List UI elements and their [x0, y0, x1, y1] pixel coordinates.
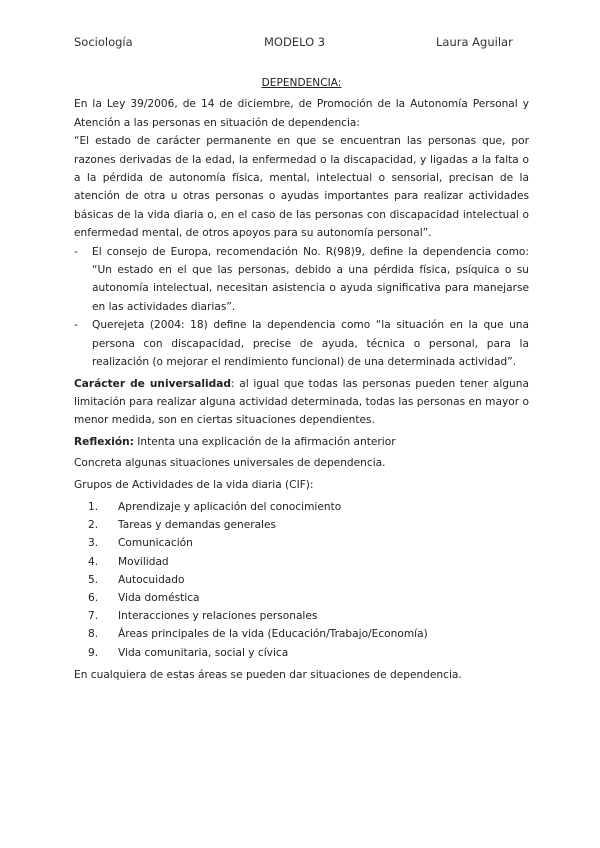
bullet-text: El consejo de Europa, recomendación No. R(98)9, define la dependencia como: “Un estado en el que las personas, debido a una pérdida física, psíquica o su autonomía intelectual, necesitan asistencia o ayuda significativa para manejarse en las actividades diarias”. — [92, 245, 529, 313]
groups-title: Grupos de Actividades de la vida diaria (CIF): — [74, 478, 314, 491]
list-number: 9. — [88, 646, 99, 659]
reflection-paragraph — [74, 433, 529, 451]
bullet-text: Querejeta (2004: 18) define la dependencia como “la situación en la que una persona con discapacidad, precise de ayuda, técnica o personal, para la realización (o mejorar el rendimiento funcional) de una determinada actividad”. — [92, 319, 529, 369]
list-number: 5. — [88, 573, 99, 586]
universality-paragraph — [74, 375, 529, 430]
bullet-dash: - — [74, 245, 78, 258]
universality-label: Carácter de universalidad — [74, 377, 231, 390]
list-item — [74, 534, 529, 552]
list-number: 7. — [88, 610, 99, 623]
universality-text: : al igual que todas las personas pueden tener alguna limitación para realizar alguna actividad determinada, todas las personas en mayor o menor medida, son en ciertas situaciones dependientes. — [74, 377, 529, 427]
list-text: Vida comunitaria, social y cívica — [118, 646, 289, 659]
intro-paragraph: En la Ley 39/2006, de 14 de diciembre, de Promoción de la Autonomía Personal y Atención a las personas en situación de dependencia: — [74, 98, 529, 129]
header-subject: Sociología — [74, 35, 133, 49]
list-text: Vida doméstica — [118, 591, 200, 604]
list-item — [74, 516, 529, 534]
list-number: 2. — [88, 519, 99, 532]
bullet-dash: - — [74, 319, 78, 332]
activities-list — [74, 498, 529, 662]
list-item — [74, 571, 529, 589]
list-text: Movilidad — [118, 555, 169, 568]
list-text: Autocuidado — [118, 573, 185, 586]
law-quote: “El estado de carácter permanente en que se encuentran las personas que, por razones derivadas de la edad, la enfermedad o la discapacidad, y ligadas a la falta o a la pérdida de autonomía física, mental, intelectual o sensorial, precisan de la atención de otra u otras personas o ayudas importantes para realizar actividades básicas de la vida diaria o, en el caso de las personas con discapacidad intelectual o enfermedad mental, de otros apoyos para su autonomía personal”. — [74, 135, 529, 240]
bullet-item — [74, 243, 529, 317]
list-text: Interacciones y relaciones personales — [118, 610, 318, 623]
list-number: 8. — [88, 628, 99, 641]
list-text: Áreas principales de la vida (Educación/Trabajo/Economía) — [118, 628, 428, 641]
list-text: Tareas y demandas generales — [118, 519, 277, 532]
list-item — [74, 498, 529, 516]
list-number: 1. — [88, 500, 99, 513]
list-number: 6. — [88, 591, 99, 604]
concrete-paragraph: Concreta algunas situaciones universales de dependencia. — [74, 457, 386, 470]
list-item — [74, 625, 529, 643]
list-number: 3. — [88, 537, 99, 550]
list-item — [74, 607, 529, 625]
list-text: Aprendizaje y aplicación del conocimiento — [118, 500, 342, 513]
reflection-label: Reflexión: — [74, 435, 134, 448]
header-model: MODELO 3 — [264, 35, 326, 49]
reflection-text: Intenta una explicación de la afirmación anterior — [133, 435, 396, 448]
document-body — [74, 74, 529, 684]
bullet-item — [74, 316, 529, 371]
list-item — [74, 589, 529, 607]
list-item — [74, 553, 529, 571]
list-item — [74, 644, 529, 662]
page-title: DEPENDENCIA: — [261, 77, 342, 89]
closing-paragraph: En cualquiera de estas áreas se pueden dar situaciones de dependencia. — [74, 668, 462, 681]
header-author: Laura Aguilar — [436, 35, 513, 49]
list-number: 4. — [88, 555, 99, 568]
list-text: Comunicación — [118, 537, 193, 550]
